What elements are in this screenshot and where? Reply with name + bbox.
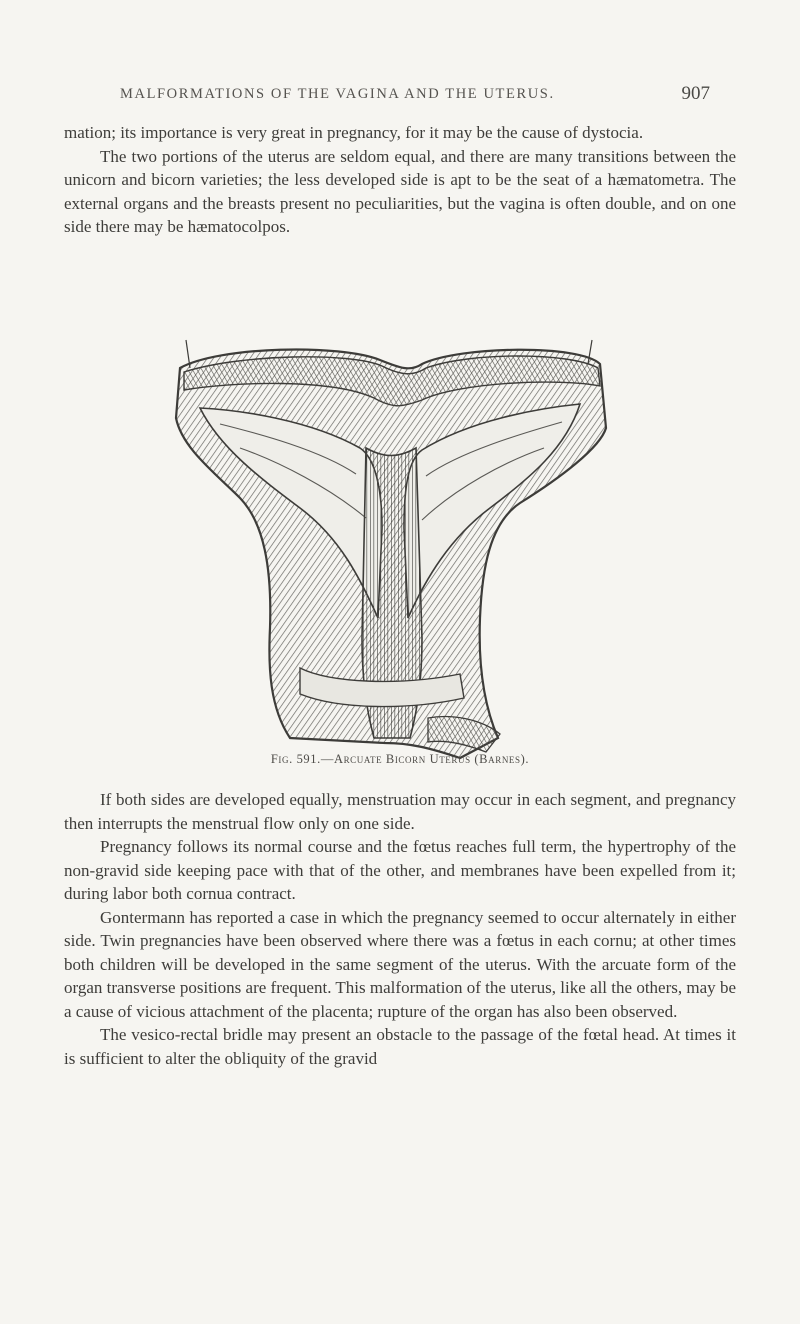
paragraph: Pregnancy follows its normal course and the fœtus reaches full term, the hypertrophy of the non-gravid side keeping pace with that of the other, and membranes have been expelled from it; during labor both cornua contract. xyxy=(64,837,736,903)
running-head xyxy=(0,83,800,108)
body-text-top xyxy=(64,121,736,239)
uterus-engraving xyxy=(160,338,620,768)
paragraph: If both sides are developed equally, menstruation may occur in each segment, and pregnancy then interrupts the menstrual flow only on one side. xyxy=(64,790,736,833)
paragraph: The two portions of the uterus are seldom equal, and there are many transitions between the unicorn and bicorn varieties; the less developed side is apt to be the seat of a hæmatometra. The external organs and the breasts present no peculiarities, but the vagina is often double, and on one side there may be hæmatocolpos. xyxy=(64,146,736,236)
paragraph: mation; its importance is very great in pregnancy, for it may be the cause of dystocia. xyxy=(64,123,644,142)
paragraph: The vesico-rectal bridle may present an obstacle to the passage of the fœtal head. At times it is sufficient to alter the obliquity of the gravid xyxy=(64,1025,736,1068)
running-title: MALFORMATIONS OF THE VAGINA AND THE UTERUS. xyxy=(120,86,555,102)
figure-caption: Fig. 591.—Arcuate Bicorn Uterus (Barnes). xyxy=(270,752,530,766)
paragraph: Gontermann has reported a case in which the pregnancy seemed to occur alternately in either side. Twin pregnancies have been observed where there was a fœtus in each cornu; at other times both children will be developed in the same segment of the uterus. With the arcuate form of the organ transverse positions are frequent. This malformation of the uterus, like all the others, may be a cause of vicious attachment of the placenta; rupture of the organ has also been observed. xyxy=(64,907,736,1021)
figure-arcuate-bicorn-uterus xyxy=(160,338,620,768)
page-number: 907 xyxy=(681,83,710,104)
body-text-bottom xyxy=(64,788,736,1070)
